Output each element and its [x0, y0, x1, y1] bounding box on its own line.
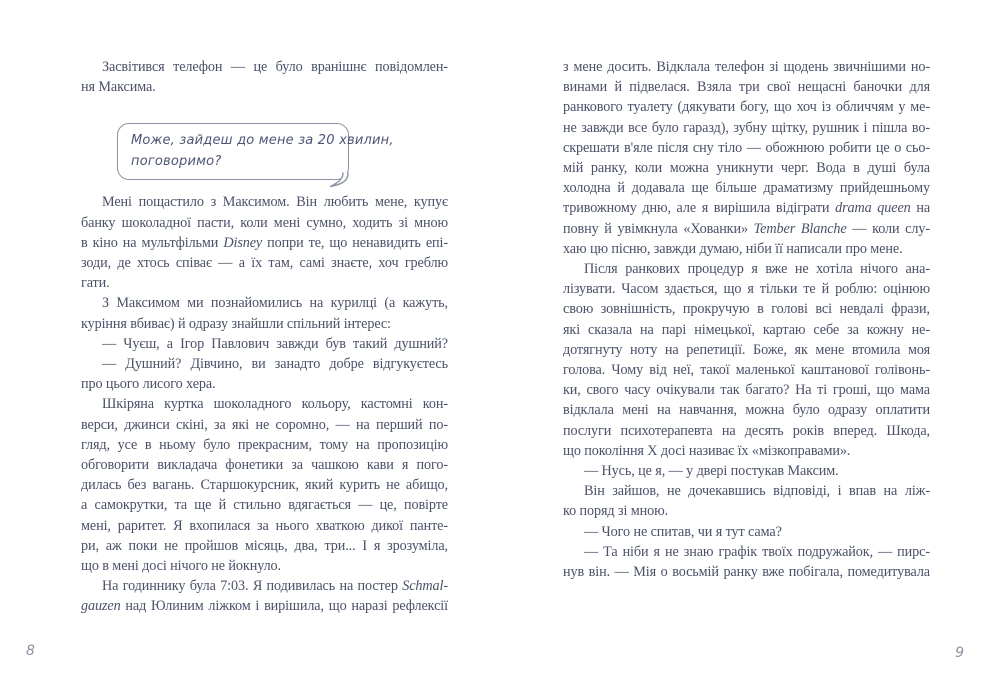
text-line: голова. Чому від неї, такої маленької каштанової голівонь-: [563, 362, 930, 379]
paragraph: [563, 461, 930, 481]
bubble-text-line: поговоримо?: [131, 154, 222, 170]
text-line: свою зовнішність, прокручую в голові всі невдалі фрази,: [563, 301, 930, 318]
paragraph: [81, 354, 448, 394]
text-line: мені, раритет. Я вхопилася за нього хваткою дикої панте-: [81, 517, 448, 534]
text-line: Мені пощастило з Максимом. Він любить мене, купує: [102, 194, 448, 211]
text-line: Шкіряна куртка шоколадного кольору, кастомні кон-: [102, 396, 448, 413]
text-line: — Чуєш, а Ігор Павлович завжди був такий душний?: [102, 335, 448, 352]
paragraph: [81, 576, 448, 616]
text-line: дотягнуту ноту на репетиції. Боже, як мене втомила моя: [563, 341, 930, 358]
text-line: — Чого не спитав, чи я тут сама?: [584, 523, 782, 540]
paragraph: [81, 334, 448, 354]
left-page-text: [81, 57, 448, 617]
bubble-text-line: Може, зайдеш до мене за 20 хвилин,: [131, 133, 394, 149]
text-line: що покоління X досі називає їх «мізкоправами».: [563, 442, 851, 459]
text-line: не завжди все було гаразд), зубну щітку, рушник і пішла во-: [563, 119, 930, 136]
text-line: мій ранку, коли можна уникнути черг. Вода в душі була: [563, 160, 930, 177]
text-line: — Та ніби я не знаю графік твоїх подружайок, — пирс-: [584, 543, 930, 560]
text-line: про цього лисого хера.: [81, 376, 216, 393]
text-line: холодна й додавала ще більше драматизму прийдешньому: [563, 180, 930, 197]
page-number-right: 9: [955, 645, 964, 661]
paragraph: [81, 293, 448, 333]
text-line: скрешати в'яле після сну тіло — обожнюю робити це о сьо-: [563, 139, 930, 156]
text-line: На годиннику була 7:03. Я подивилась на постер Schmal-: [102, 578, 448, 595]
text-line: що в мені досі нічого не йокнуло.: [81, 558, 281, 575]
text-line: винами й підвелася. Взяла три свої нещасні баночки для: [563, 79, 930, 96]
paragraph: [563, 259, 930, 461]
text-line: нув він. — Мія о восьмій ранку вже побігала, помедитувала: [563, 564, 930, 581]
text-line: — Душний? Дівчино, ви занадто добре відгукуєтесь: [102, 356, 448, 373]
right-page-text: [563, 57, 930, 582]
text-line: а самокрутки, та ще й стильно вдягається — це, повірте: [81, 497, 448, 514]
text-line: Після ранкових процедур я вже не хотіла нічого ана-: [584, 261, 930, 278]
paragraph: [563, 522, 930, 542]
paragraph: [81, 57, 448, 97]
text-line: зоди, де хтось співає — а їх там, самі знаєте, хоч греблю гати.: [81, 255, 448, 292]
text-line: З Максимом ми познайомились на курилці (а кажуть,: [102, 295, 448, 312]
text-line: Засвітився телефон — це було вранішнє повідомлен-: [102, 59, 448, 75]
text-line: тривожному дню, але я вирішила відіграти drama queen на: [563, 200, 931, 217]
page-number-left: 8: [26, 643, 35, 659]
text-line: гляд, усе в ньому було прекрасним, тому на пропозицію: [81, 436, 448, 453]
text-line: послуги психотерапевта на десять років вперед. Шкода,: [563, 422, 930, 439]
text-line: в кіно на мультфільми Disney попри те, що ненавидить епі-: [81, 234, 448, 251]
text-line: куріння вбиває) й одразу знайшли спільний інтерес:: [81, 315, 391, 332]
text-line: повну й увімкнула «Хованки» Tember Blanche — коли слу-: [563, 220, 930, 237]
text-line: лізувати. Часом здається, що я тільки те й роблю: оцінюю: [563, 281, 930, 298]
text-line: які сказала на парі німецької, картаю себе за кожну не-: [563, 321, 930, 338]
text-line: дилась без вагань. Старшокурсник, який курить не абищо,: [81, 477, 448, 494]
paragraph: [81, 192, 448, 293]
text-line: — Нусь, це я, — у двері постукав Максим.: [584, 463, 839, 480]
text-line: верси, джинси скіні, за які не соромно, — на перший по-: [81, 416, 448, 433]
paragraph: [563, 57, 930, 259]
paragraph: [81, 394, 448, 576]
text-line: ко поряд зі мною.: [563, 503, 669, 520]
text-line: обговорити викладача фонетики за чашкою кави я пого-: [81, 457, 448, 474]
text-line: ки, свого часу очікували так багато? На ті гроші, що мама: [563, 382, 930, 399]
text-line: gauzen над Юлиним ліжком і вирішила, що наразі рефлексії: [81, 598, 448, 615]
text-line: ри, аж поки не пройшов місяць, два, три... І я зрозуміла,: [81, 537, 448, 554]
paragraph: [563, 542, 930, 582]
text-line: ня Максима.: [81, 79, 156, 96]
text-line: з мене досить. Відклала телефон зі щодень звичнішими но-: [563, 59, 930, 75]
text-line: Він зайшов, не дочекавшись відповіді, і впав на ліж-: [584, 483, 930, 500]
text-line: ранкового туалету (дякувати богу, що хоч із обличчям у ме-: [563, 99, 930, 116]
message-bubble: [117, 123, 394, 180]
text-line: банку шоколадної пасти, коли мені сумно, ходить зі мною: [81, 214, 448, 231]
text-line: відклала мені на навчання, можна було одразу оплатити: [563, 402, 930, 419]
text-line: хаю цю пісню, завжди думаю, ніби її написали про мене.: [563, 240, 903, 257]
paragraph: [563, 481, 930, 521]
bubble-tail-icon: [320, 173, 352, 189]
